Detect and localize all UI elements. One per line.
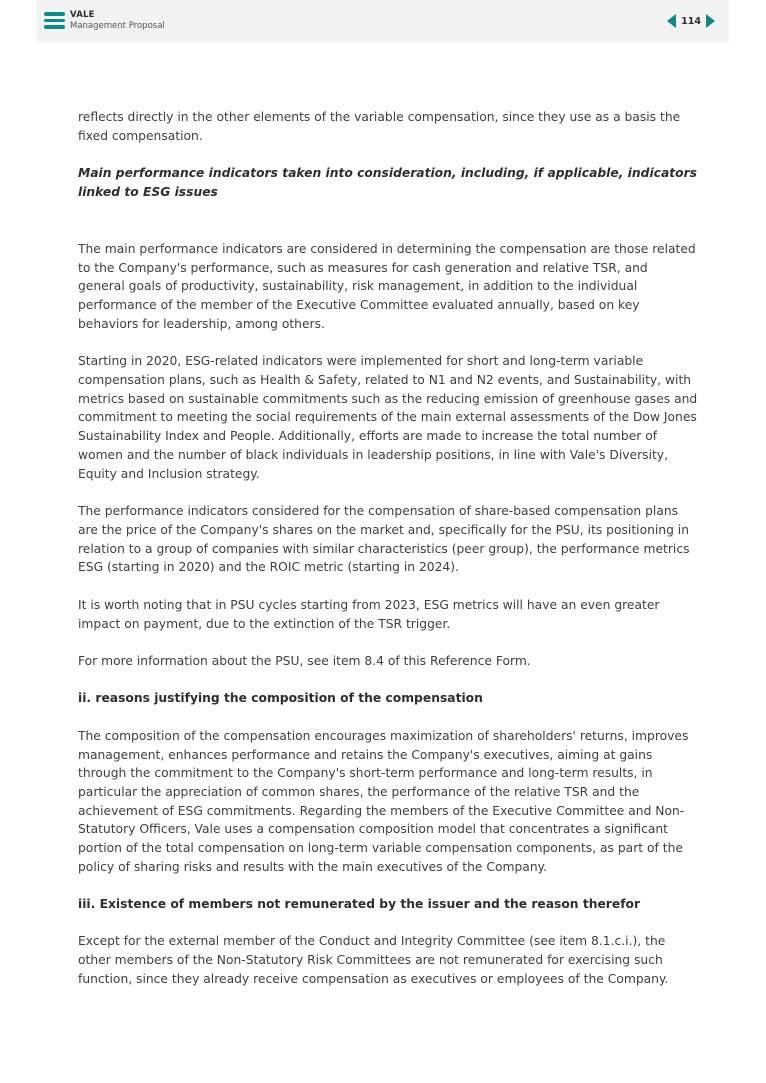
paragraph-psu-2023: It is worth noting that in PSU cycles starting from 2023, ESG metrics will have an even greater impact on payment, due to the extinction of the TSR trigger.	[78, 598, 660, 631]
brand-block	[70, 11, 165, 30]
next-page-icon[interactable]	[706, 14, 715, 28]
previous-page-icon[interactable]	[667, 14, 676, 28]
paragraph-main-indicators: The main performance indicators are considered in determining the compensation are those related to the Company's performance, such as measures for cash generation and relative TSR, and general goals of productivity, sustainability, risk management, in addition to the individual performance of the member of the Executive Committee evaluated annually, based on key behaviors for leadership, among others.	[78, 241, 696, 331]
heading-composition-reasons: ii. reasons justifying the composition of the compensation	[78, 691, 483, 706]
paragraph-esg-2020: Starting in 2020, ESG-related indicators were implemented for short and long-term variable compensation plans, such as Health & Safety, related to N1 and N2 events, and Sustainability, with metrics based on sustainable commitments such as the reducing emission of greenhouse gases and commitment to meeting the social requirements of the main external assessments of the Dow Jones Sustainability Index and People. Additionally, efforts are made to increase the total number of women and the number of black individuals in leadership positions, in line with Vale's Diversity, Equity and Inclusion strategy.	[78, 354, 698, 481]
document-subtitle: Management Proposal	[70, 20, 165, 31]
paragraph-composition: The composition of the compensation encourages maximization of shareholders' returns, improves management, enhances performance and retains the Company's executives, aiming at gains through the commitment to the Company's short-term performance and long-term results, in particular the appreciation of common shares, the performance of the relative TSR and the achievement of ESG commitments. Regarding the members of the Executive Committee and Non-Statutory Officers, Vale uses a compensation composition model that concentrates a significant portion of the total compensation on long-term variable compensation components, as part of the policy of sharing risks and results with the main executives of the Company.	[78, 728, 689, 874]
paragraph-more-info: For more information about the PSU, see item 8.4 of this Reference Form.	[78, 654, 531, 669]
paragraph-share-based: The performance indicators considered for the compensation of share-based compensation plans are the price of the Company's shares on the market and, specifically for the PSU, its positioning in relation to a group of companies with similar characteristics (peer group), the performance metrics ESG (starting in 2020) and the ROIC metric (starting in 2024).	[78, 504, 690, 575]
menu-icon[interactable]	[44, 12, 65, 29]
brand-name: VALE	[70, 10, 95, 20]
page-navigator	[667, 13, 715, 29]
heading-main-indicators: Main performance indicators taken into consideration, including, if applicable, indicators linked to ESG issues	[78, 166, 697, 200]
page-header	[37, 0, 729, 42]
heading-not-remunerated: iii. Existence of members not remunerated by the issuer and the reason therefor	[78, 896, 641, 911]
paragraph-not-remunerated: Except for the external member of the Conduct and Integrity Committee (see item 8.1.c.i.), the other members of the Non-Statutory Risk Committees are not remunerated for exercising such function, since they already receive compensation as executives or employees of the Company.	[78, 934, 669, 986]
page-number: 114	[681, 15, 701, 27]
paragraph-continuation: reflects directly in the other elements of the variable compensation, since they use as a basis the fixed compensation.	[78, 110, 681, 143]
document-body	[78, 108, 698, 988]
